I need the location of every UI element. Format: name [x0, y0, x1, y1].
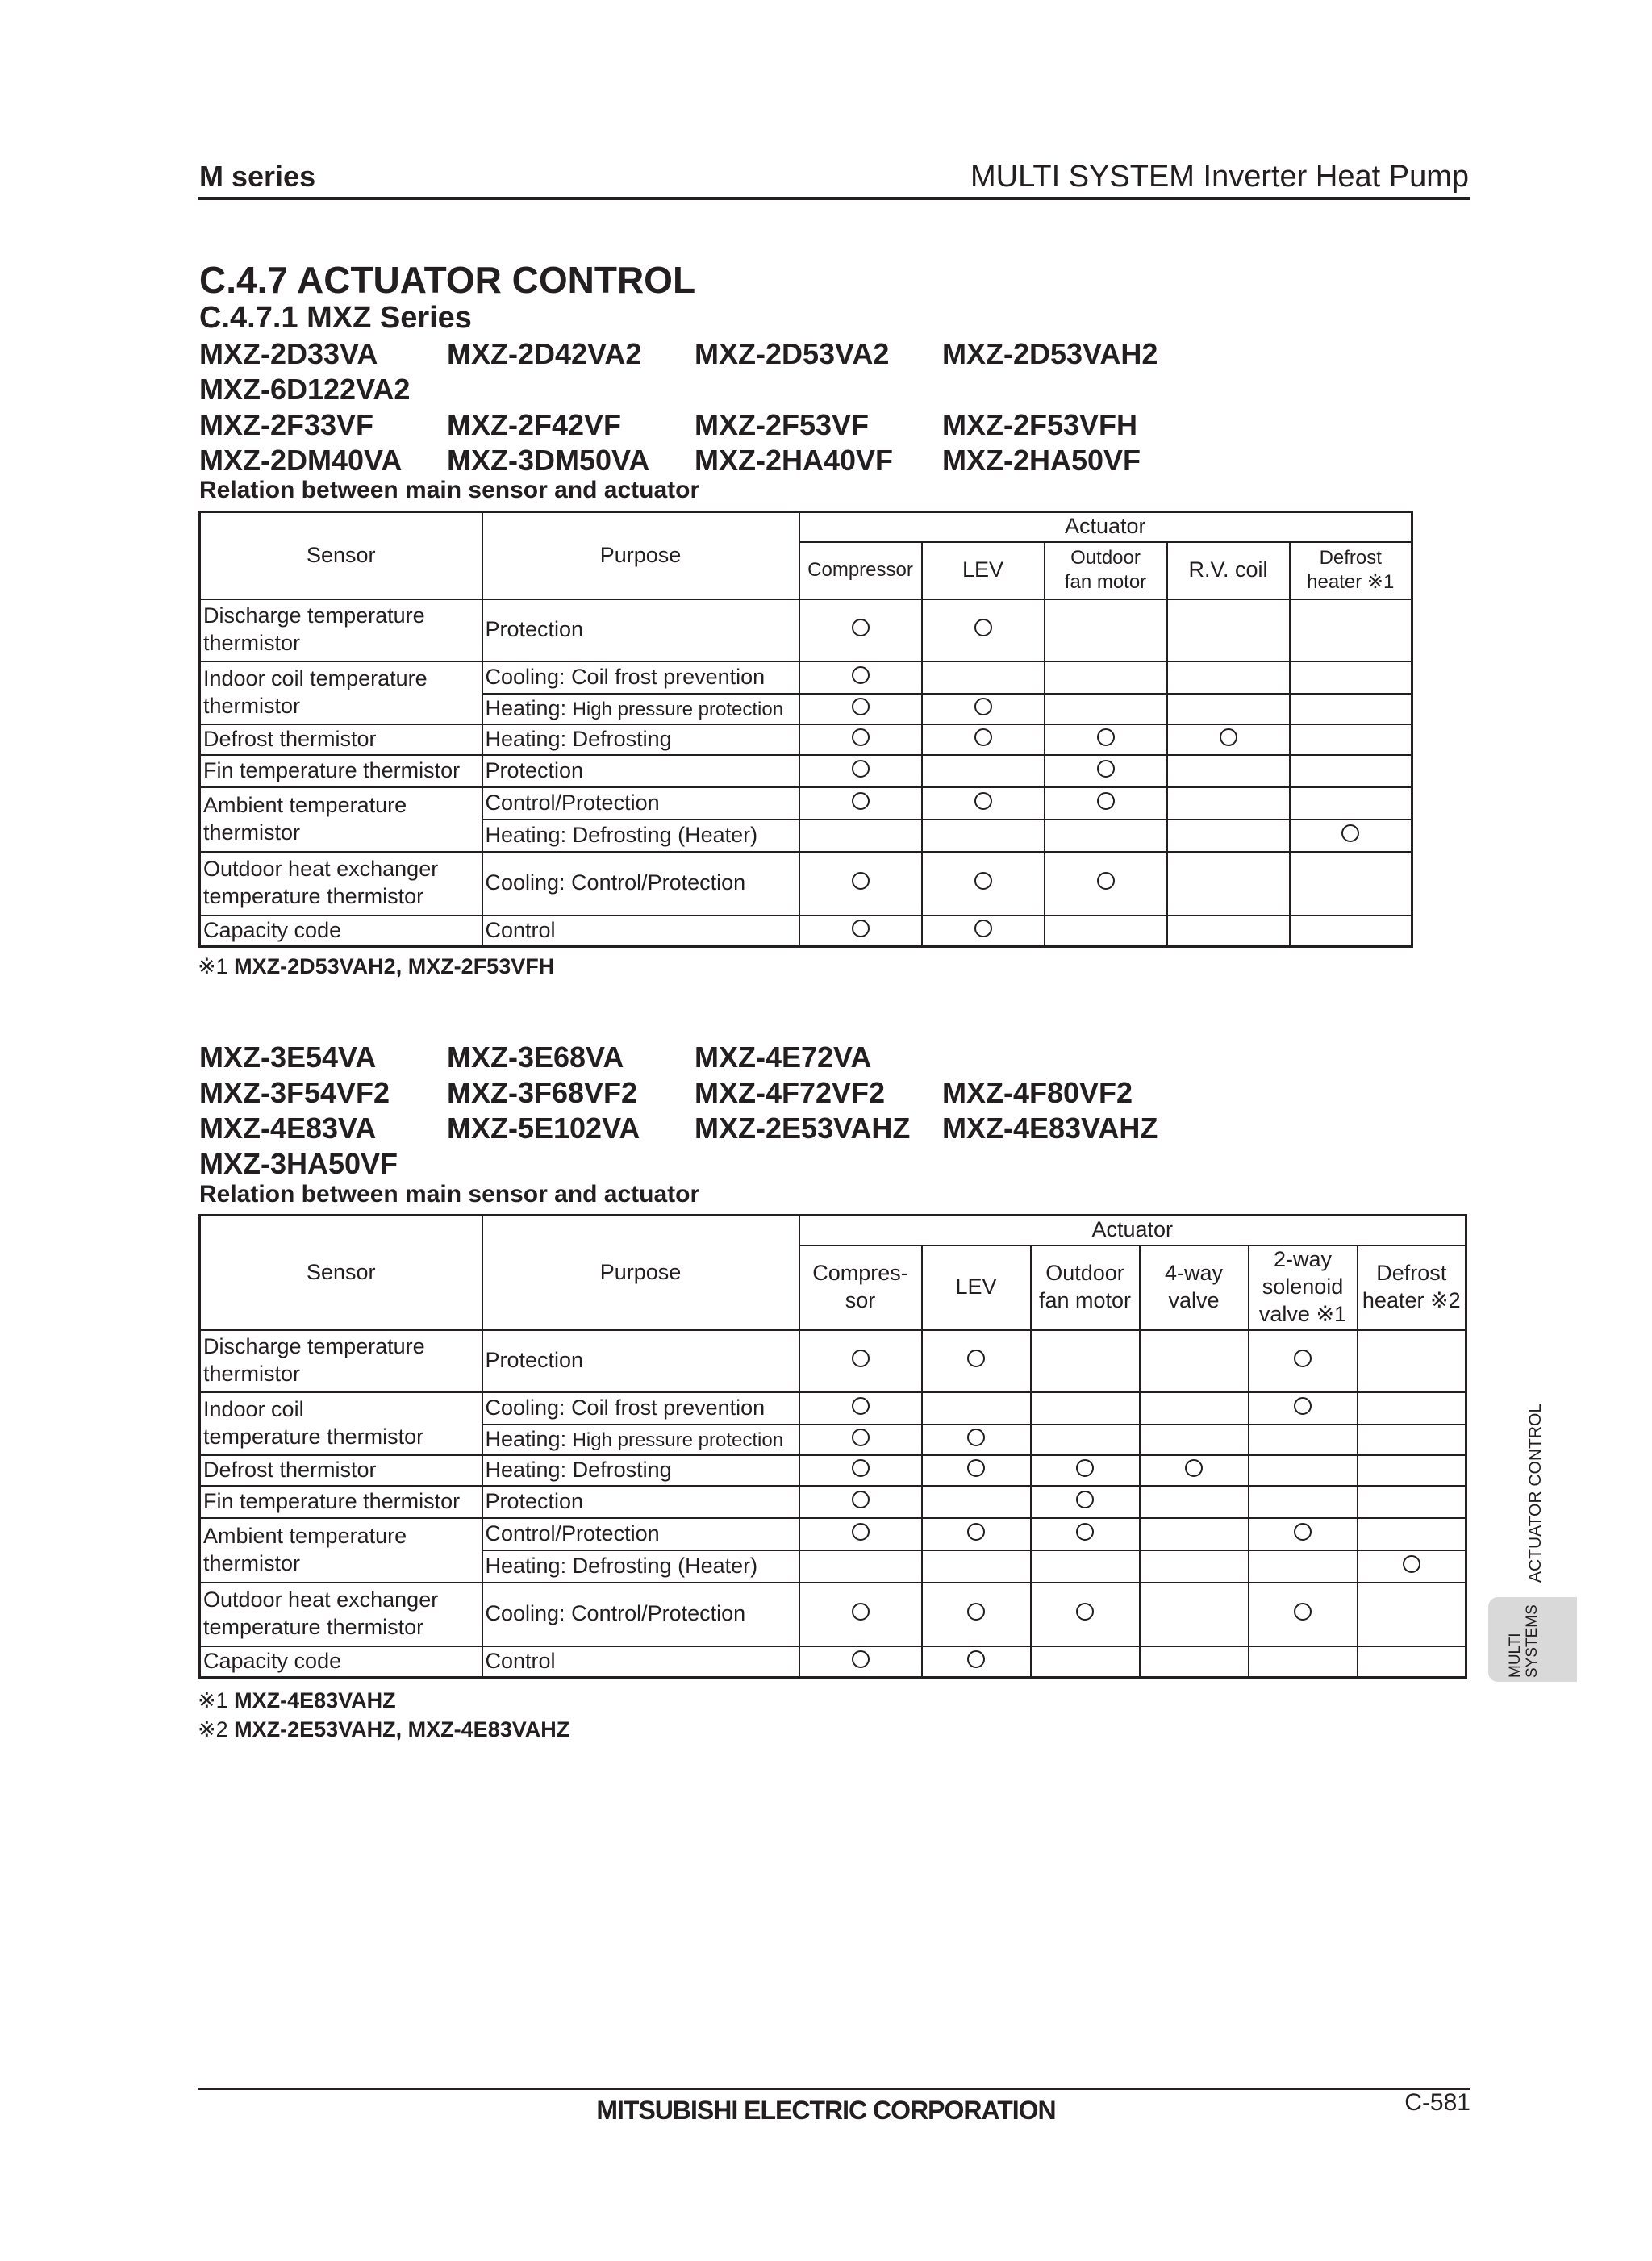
circle-mark: [799, 1330, 922, 1392]
circle-mark: [799, 661, 922, 694]
purpose-cell: Cooling: Coil frost prevention: [482, 1392, 799, 1425]
model: MXZ-6D122VA2: [199, 373, 411, 406]
table-caption-2: Relation between main sensor and actuator: [199, 1181, 700, 1208]
circle-mark: [799, 852, 922, 916]
table-row: [200, 1486, 1466, 1518]
table-row: [200, 661, 1412, 694]
header-compressor: Compressor: [799, 542, 922, 599]
purpose-cell: Protection: [482, 599, 799, 661]
document-title: MULTI SYSTEM Inverter Heat Pump: [970, 160, 1469, 194]
table-row: [200, 599, 1412, 661]
circle-mark: [922, 787, 1045, 820]
header-sensor: Sensor: [200, 512, 482, 599]
model-list-2: [199, 1041, 1190, 1183]
purpose-cell: Cooling: Control/Protection: [482, 1583, 799, 1646]
purpose-cell: Protection: [482, 1486, 799, 1518]
sensor-cell: Outdoor heat exchanger temperature thermistor: [200, 852, 482, 916]
circle-mark: [1290, 820, 1412, 852]
circle-mark: [1249, 1583, 1358, 1646]
circle-mark: [799, 1646, 922, 1678]
purpose-cell: Control: [482, 1646, 799, 1678]
circle-mark: [799, 1425, 922, 1455]
model: MXZ-2D53VA2: [695, 337, 890, 370]
circle-mark: [799, 1392, 922, 1425]
header-rv-coil: R.V. coil: [1167, 542, 1290, 599]
model: MXZ-2DM40VA: [199, 444, 403, 477]
circle-mark: [1045, 852, 1167, 916]
circle-mark: [1249, 1518, 1358, 1550]
sensor-cell: Discharge temperature thermistor: [200, 599, 482, 661]
circle-mark: [1358, 1550, 1466, 1583]
page-number: C-581: [1404, 2089, 1471, 2116]
purpose-cell: Heating: Defrosting (Heater): [482, 1550, 799, 1583]
circle-mark: [799, 755, 922, 787]
table-row: [200, 852, 1412, 916]
header-purpose: Purpose: [482, 512, 799, 599]
header-lev: LEV: [922, 1245, 1031, 1330]
circle-mark: [922, 1518, 1031, 1550]
sensor-cell: Capacity code: [200, 916, 482, 947]
header-compressor: Compres- sor: [799, 1245, 922, 1330]
circle-mark: [1045, 787, 1167, 820]
sensor-cell: Indoor coil temperature thermistor: [200, 1392, 482, 1455]
circle-mark: [799, 916, 922, 947]
model: MXZ-2F33VF: [199, 408, 374, 441]
circle-mark: [922, 1583, 1031, 1646]
table-row: [200, 1455, 1466, 1486]
table-row: [200, 1646, 1466, 1678]
header-defrost-heater: Defrost heater ※1: [1290, 542, 1412, 599]
circle-mark: [922, 599, 1045, 661]
sensor-cell: Ambient temperature thermistor: [200, 1518, 482, 1583]
table-row: [200, 1330, 1466, 1392]
company-name: MITSUBISHI ELECTRIC CORPORATION: [596, 2096, 1056, 2125]
purpose-cell: Protection: [482, 755, 799, 787]
model: MXZ-3E54VA: [199, 1041, 377, 1074]
table-row: [200, 1392, 1466, 1425]
sensor-cell: Ambient temperature thermistor: [200, 787, 482, 852]
purpose-cell: Heating: Defrosting (Heater): [482, 820, 799, 852]
circle-mark: [922, 1455, 1031, 1486]
section-subtitle: C.4.7.1 MXZ Series: [199, 301, 472, 335]
footnote-2-2: ※2 MXZ-2E53VAHZ, MXZ-4E83VAHZ: [198, 1717, 570, 1742]
series-label: M series: [199, 160, 316, 193]
sensor-cell: Indoor coil temperature thermistor: [200, 661, 482, 724]
sensor-cell: Outdoor heat exchanger temperature thermistor: [200, 1583, 482, 1646]
circle-mark: [799, 1518, 922, 1550]
model: MXZ-3F54VF2: [199, 1076, 390, 1109]
side-tab-label-1: MULTI: [1507, 1633, 1524, 1678]
sensor-cell: Fin temperature thermistor: [200, 755, 482, 787]
circle-mark: [922, 852, 1045, 916]
table-row: [200, 787, 1412, 820]
sensor-cell: Fin temperature thermistor: [200, 1486, 482, 1518]
model: MXZ-3F68VF2: [447, 1076, 638, 1109]
circle-mark: [799, 694, 922, 724]
sensor-actuator-table-2: [198, 1214, 1467, 1679]
circle-mark: [922, 1330, 1031, 1392]
circle-mark: [1249, 1330, 1358, 1392]
model: MXZ-2E53VAHZ: [695, 1112, 911, 1145]
circle-mark: [1045, 724, 1167, 755]
model: MXZ-2D53VAH2: [942, 337, 1158, 370]
circle-mark: [1031, 1486, 1140, 1518]
header-defrost-heater: Defrost heater ※2: [1358, 1245, 1466, 1330]
circle-mark: [922, 916, 1045, 947]
circle-mark: [1031, 1518, 1140, 1550]
circle-mark: [799, 787, 922, 820]
model-list-1: [199, 337, 1190, 479]
header-outdoor-fan: Outdoor fan motor: [1045, 542, 1167, 599]
sensor-actuator-table-1: [198, 511, 1413, 948]
purpose-cell: Protection: [482, 1330, 799, 1392]
side-tab-label-2: SYSTEMS: [1524, 1604, 1541, 1678]
model: MXZ-3E68VA: [447, 1041, 624, 1074]
circle-mark: [1140, 1455, 1249, 1486]
section-title: C.4.7 ACTUATOR CONTROL: [199, 259, 696, 301]
circle-mark: [1031, 1455, 1140, 1486]
purpose-cell: Heating: Defrosting: [482, 724, 799, 755]
footer-divider: [198, 2088, 1470, 2090]
circle-mark: [1167, 724, 1290, 755]
header-purpose: Purpose: [482, 1216, 799, 1330]
header-actuator: Actuator: [799, 512, 1412, 542]
circle-mark: [922, 724, 1045, 755]
header-outdoor-fan: Outdoor fan motor: [1031, 1245, 1140, 1330]
table-row: [200, 916, 1412, 947]
sensor-cell: Defrost thermistor: [200, 1455, 482, 1486]
header-sensor: Sensor: [200, 1216, 482, 1330]
footnote-2-1: ※1 MXZ-4E83VAHZ: [198, 1688, 396, 1712]
purpose-cell: Control/Protection: [482, 1518, 799, 1550]
table-row: [200, 755, 1412, 787]
circle-mark: [1249, 1392, 1358, 1425]
purpose-cell: Cooling: Coil frost prevention: [482, 661, 799, 694]
model: MXZ-2F53VFH: [942, 408, 1138, 441]
model: MXZ-4F80VF2: [942, 1076, 1133, 1109]
purpose-cell: Cooling: Control/Protection: [482, 852, 799, 916]
sensor-cell: Defrost thermistor: [200, 724, 482, 755]
circle-mark: [799, 1583, 922, 1646]
circle-mark: [1045, 755, 1167, 787]
model: MXZ-4E72VA: [695, 1041, 872, 1074]
purpose-cell: Heating: High pressure protection: [482, 694, 799, 724]
circle-mark: [799, 1486, 922, 1518]
table-row: [200, 724, 1412, 755]
circle-mark: [799, 724, 922, 755]
header-two-way-valve: 2-way solenoid valve ※1: [1249, 1245, 1358, 1330]
circle-mark: [1031, 1583, 1140, 1646]
model: MXZ-4F72VF2: [695, 1076, 886, 1109]
purpose-cell: Control: [482, 916, 799, 947]
model: MXZ-2D33VA: [199, 337, 378, 370]
purpose-cell: Heating: Defrosting: [482, 1455, 799, 1486]
table-caption-1: Relation between main sensor and actuator: [199, 477, 700, 503]
circle-mark: [799, 599, 922, 661]
circle-mark: [922, 694, 1045, 724]
model: MXZ-2HA40VF: [695, 444, 894, 477]
table-row: [200, 1583, 1466, 1646]
table-row: [200, 1518, 1466, 1550]
circle-mark: [922, 1646, 1031, 1678]
model: MXZ-3HA50VF: [199, 1147, 398, 1180]
model: MXZ-4E83VAHZ: [942, 1112, 1158, 1145]
header-four-way-valve: 4-way valve: [1140, 1245, 1249, 1330]
sensor-cell: Capacity code: [200, 1646, 482, 1678]
header-actuator: Actuator: [799, 1216, 1466, 1245]
purpose-cell: Heating: High pressure protection: [482, 1425, 799, 1455]
model: MXZ-5E102VA: [447, 1112, 640, 1145]
model: MXZ-2HA50VF: [942, 444, 1141, 477]
model: MXZ-2D42VA2: [447, 337, 642, 370]
sensor-cell: Discharge temperature thermistor: [200, 1330, 482, 1392]
circle-mark: [922, 1425, 1031, 1455]
footnote-1: ※1 MXZ-2D53VAH2, MXZ-2F53VFH: [198, 954, 555, 978]
model: MXZ-4E83VA: [199, 1112, 377, 1145]
model: MXZ-2F42VF: [447, 408, 622, 441]
side-section-label: ACTUATOR CONTROL: [1526, 1403, 1545, 1583]
header-divider: [198, 197, 1470, 200]
circle-mark: [799, 1455, 922, 1486]
model: MXZ-3DM50VA: [447, 444, 650, 477]
header-lev: LEV: [922, 542, 1045, 599]
model: MXZ-2F53VF: [695, 408, 870, 441]
purpose-cell: Control/Protection: [482, 787, 799, 820]
